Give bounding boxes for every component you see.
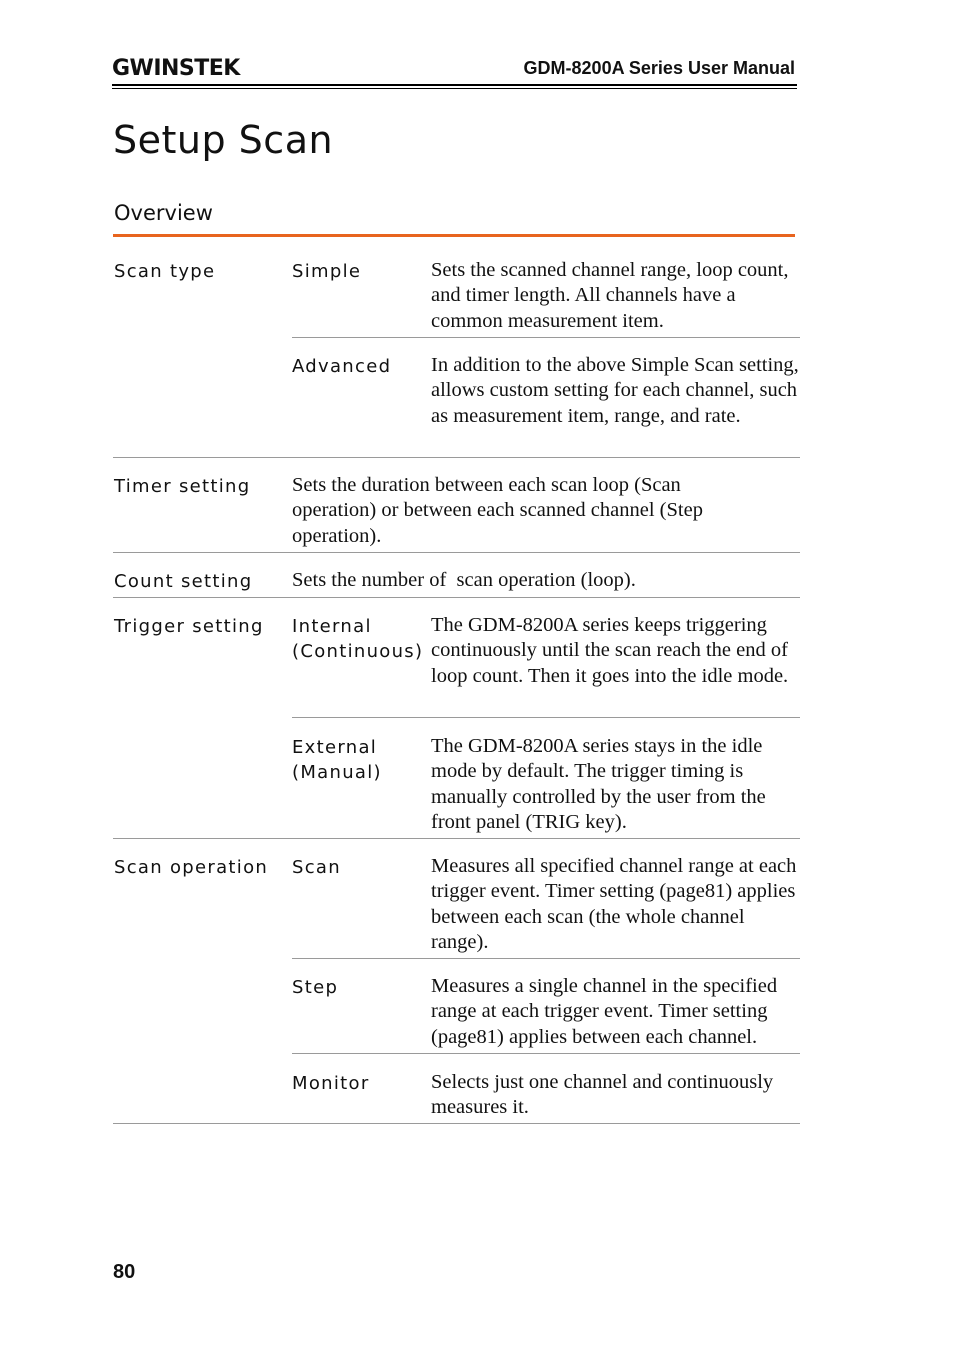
option-internal: Internal <box>292 616 372 637</box>
desc-step: Measures a single channel in the specified range at each trigger event. Timer setting (page81) applies between each channel. <box>431 975 778 1048</box>
desc-simple: Sets the scanned channel range, loop count, and timer length. All channels have a common measurement item. <box>431 259 789 332</box>
header-rule <box>112 84 797 86</box>
row-divider <box>113 457 800 458</box>
header-rule-thin <box>112 88 797 89</box>
brand-logo: GWINSTEK <box>112 56 240 81</box>
row-label-trigger-setting: Trigger setting <box>114 616 264 637</box>
desc-advanced: In addition to the above Simple Scan setting, allows custom setting for each channel, such as measurement item, range, and rate. <box>431 354 799 427</box>
option-advanced: Advanced <box>292 356 392 377</box>
row-divider <box>113 597 800 598</box>
sub-divider <box>292 1053 800 1054</box>
row-divider <box>113 838 800 839</box>
option-internal-sub: (Continuous) <box>292 641 424 662</box>
option-external: External <box>292 737 378 758</box>
desc-monitor: Selects just one channel and continuously measures it. <box>431 1071 774 1119</box>
sub-divider <box>292 958 800 959</box>
option-scan: Scan <box>292 857 341 878</box>
page-number: 80 <box>113 1261 136 1283</box>
option-simple: Simple <box>292 261 362 282</box>
manual-title: GDM-8200A Series User Manual <box>523 58 795 78</box>
row-label-scan-type: Scan type <box>114 261 216 282</box>
row-divider <box>113 1123 800 1124</box>
row-label-timer-setting: Timer setting <box>114 476 251 497</box>
option-step: Step <box>292 977 339 998</box>
row-label-count-setting: Count setting <box>114 571 253 592</box>
sub-divider <box>292 337 800 338</box>
row-divider <box>113 552 800 553</box>
page-title: Setup Scan <box>113 118 334 162</box>
desc-internal: The GDM-8200A series keeps triggering continuously until the scan reach the end of loop count. Then it goes into the idle mode. <box>431 614 799 687</box>
desc-scan: Measures all specified channel range at each trigger event. Timer setting (page81) applies between each scan (the whole channel range). <box>431 855 797 953</box>
row-label-scan-operation: Scan operation <box>114 857 269 878</box>
sub-divider <box>292 717 800 718</box>
section-rule <box>113 234 795 237</box>
desc-count-setting: Sets the number of scan operation (loop). <box>292 569 636 591</box>
option-monitor: Monitor <box>292 1073 370 1094</box>
desc-timer-setting: Sets the duration between each scan loop (Scan operation) or between each scanned channel (Step operation). <box>292 474 703 547</box>
desc-external: The GDM-8200A series stays in the idle mode by default. The trigger timing is manually controlled by the user from the front panel (TRIG key). <box>431 735 766 833</box>
section-heading: Overview <box>114 201 213 225</box>
option-external-sub: (Manual) <box>292 762 382 783</box>
